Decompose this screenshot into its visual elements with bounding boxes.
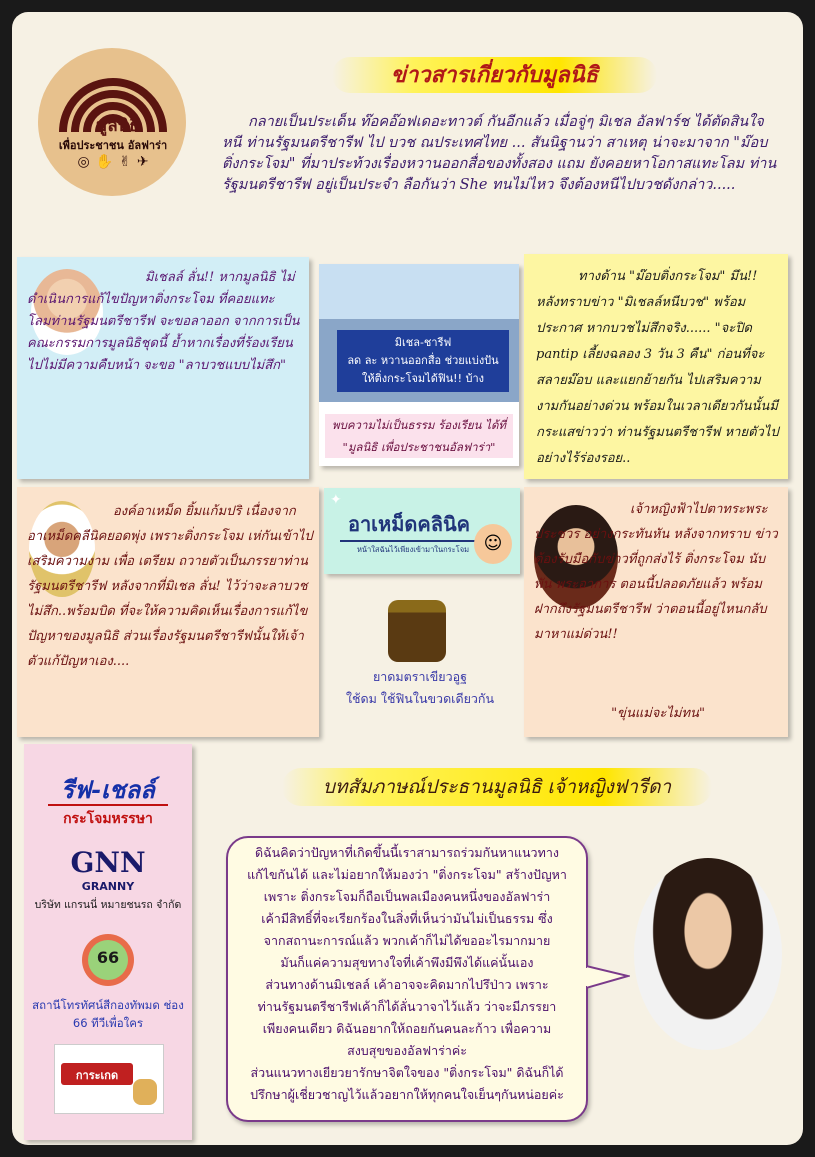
speech-line: สงบสุขของอัลฟาร่าค่ะ [347, 1043, 467, 1058]
speech-line: ท่านรัฐมนตรีชารีฟเค้าก็ได้ลั่นวาจาไว้แล้ว ว่าจะมีภรรยา [257, 999, 557, 1014]
toothpaste-label: การะเกด [75, 1069, 119, 1082]
sponsor-column [24, 744, 192, 1140]
balm-slogan: ใช้ดม ใช้ฟินในขวดเดียวกัน [345, 691, 495, 706]
intro-paragraph: กลายเป็นประเด็น ท๊อคอ๊อฟเดอะทาวต์ กันอีกแล้ว เมื่อจู่ๆ มิเชล อัลฟาร์ช ได้ตัดสินใจหนี ท่านรัฐมนตรีชารีฟ ไป บวช ณประเทศไทย ... สันนิฐานว่า สาเหตุ น่าจะมาจาก "ม๊อบติ่งกระโจม" ที่มาประท้วงเรื่องหวานออกสื่อของทั้งสอง แถม ยังคอยหาโอกาสแทะโลม ท่านรัฐมนตรีชารีฟ อยู่เป็นประจำ ลือกันว่า She ทนไม่ไหว จึงต้องหนีไปบวชดังกล่าว..... [222, 114, 777, 193]
channel-number: 66 [96, 948, 120, 967]
clinic-ad [324, 488, 520, 574]
balm-label: ยาดมตราเขียวอูฐ [372, 669, 468, 684]
speech-line: เค้ามีสิทธิ์ที่จะเรียกร้องในสิ่งที่เห็นว่ามันไม่เป็นธรรม ซึ่ง [261, 911, 553, 926]
foundation-logo [38, 48, 186, 196]
banner-line-1: มิเชล-ชารีฟ [394, 336, 452, 349]
news-box-ahmed [17, 487, 319, 737]
speech-line: มันก็แค่ความสุขทางใจที่เค้าพึงมีพึงได้แค่นั้นเอง [280, 955, 534, 970]
open-hands-icon: ✋ [95, 154, 114, 170]
princess-quote: "ขุ่นแม่จะไม่ทน" [611, 706, 705, 721]
news-box-michelle [17, 257, 309, 479]
ahmed-text: องค์อาเหม็ด ยิ้มแก้มปริ เนื่องจาก อาเหม็ดคลีนิคยอดพุ่ง เพราะติ่งกระโจม เห่กันเข้าไปเสริมความงาม เพื่อ เตรียม ถวายตัวเป็นภรรยาท่านรัฐมนตรีชารีฟ หลังจากที่มิเชล ลั่น! ไว้ว่าจะลาบวชไม่สึก..พร้อมบิด ที่จะให้ความคิดเห็นเรื่องการแก้ไขปัญหาของมูลนิธิ ส่วนเรื่องรัฐมนตรีชารีฟนั้นให้เจ้าตัวแก้ปัญหาเอง.... [27, 504, 313, 669]
speech-bubble-tail [586, 962, 630, 996]
speech-line: ส่วนทางด้านมิเชลล์ เค้าอาจจะคิดมากไปรึป่าว เพราะ [265, 977, 549, 992]
princess-text: เจ้าหญิงฟ้าไปตาทระพระประชวร อย่างกระทันหัน หลังจากทราบ ข่าว ต้องรับมือกับข่าวที่ถูกส่งไร้ ติ่งกระโจม นับพัน พระอาการ ตอนนี้ปลอดภัยแล้ว พร้อมฝากถึงรัฐมนตรีชารีฟ ว่าตอนนี้อยู่ไหนกลับมาหาแม่ด่วน!! [534, 502, 778, 642]
speech-line: ส่วนแนวทางเยียวยารักษาจิตใจของ "ติ่งกระโจม" ดิฉันก็ได้ [250, 1065, 564, 1080]
peace-sign-icon: ✌ [119, 154, 131, 170]
sponsor-brand-1: รีฟ-เชลล์ [61, 775, 155, 804]
banner-line-3: ให้ติ่งกระโจมได้ฟิน!! บ้าง [361, 372, 485, 385]
michelle-text: มิเชลล์ ลั่น!! หากมูลนิธิ ไม่ดำเนินการแก้ไขปัญหาติ่งกระโจม ที่คอยแทะ โลมท่านรัฐมนตรีชารีฟ จะขอลาออก จากการเป็นคณะกรรมการมูลนิธิชุดนี้ ย้ำหากเรื่องที่ร้องเรียน ไปไม่มีความคืบหน้า จะขอ "ลาบวชแบบไม่สึก" [27, 270, 300, 373]
news-box-princess [524, 487, 788, 737]
news-box-mob [524, 254, 788, 479]
speech-line: จากสถานะการณ์แล้ว พวกเค้าก็ไม่ได้ขออะไรมากมาย [263, 933, 551, 948]
clinic-name: อาเหม็ดคลินิค [347, 512, 471, 536]
protest-photo-box [319, 264, 519, 466]
logo-word: มูลนิธิ [96, 116, 140, 136]
protest-banner [337, 330, 509, 392]
mob-text: ทางด้าน "ม๊อบติ่งกระโจม" มึน!! หลังทราบข่าว "มิเชลล์หนีบวช" พร้อมประกาศ หากบวชไม่สึกจริง...... "จะปิด pantip เลี้ยงฉลอง 3 วัน 3 คืน" ก่อนที่จะสลายม๊อบ และแยกย้ายกัน ไปเสริมความงามกันอย่างด่วน พร้อมในเวลาเดียวกันนั้นมีกระแสข่าวว่า ท่านรัฐมนตรีชารีฟ หายตัวไปอย่างไร้ร่องรอย.. [536, 269, 779, 466]
interview-title-banner [282, 768, 712, 806]
chairwoman-photo [634, 858, 782, 1050]
complaint-caption: พบความไม่เป็นธรรม ร้องเรียน ได้ที่ "มูลนิธิ เพื่อประชาชนอัลฟาร่า" [325, 414, 513, 458]
speech-line: เพียงคนเดียว ดิฉันอยากให้ถอยกันคนละก้าว เพื่อความ [262, 1021, 552, 1036]
clinic-slogan: หน้าใสฉันไว้เพียงเข้ามาในกระโจม [340, 540, 486, 556]
logo-subtitle: เพื่อประชาชน อัลฟาร่า [58, 139, 168, 152]
newsletter-page [12, 12, 803, 1145]
speech-line: เพราะ ติ่งกระโจมก็ถือเป็นพลเมืองคนหนึ่งของอัลฟาร่า [263, 889, 551, 904]
sparkle-icon: ✦ [330, 492, 342, 508]
sponsor-brand-1-sub: กระโจมหรรษา [48, 804, 168, 830]
logo-icon-row [60, 154, 166, 170]
sponsor-brand-2: GNN [70, 846, 146, 879]
interview-speech-bubble [226, 836, 588, 1122]
interview-title: บทสัมภาษณ์ประธานมูลนิธิ เจ้าหญิงฟารีดา [322, 776, 672, 798]
speech-line: ดิฉันคิดว่าปัญหาที่เกิดขึ้นนี้เราสามารถร่วมกันหาแนวทาง [255, 845, 559, 860]
channel-text: สถานีโทรทัศน์สีกองทัพมด ช่อง 66 ทีวีเพื่อใคร [32, 998, 184, 1030]
sponsor-company: บริษัท แกรนนี่ หมายชนรถ จำกัด [34, 899, 182, 911]
airplane-icon: ✈ [136, 154, 149, 170]
banner-line-2: ลด ละ หวานออกสื่อ ช่วยแบ่งปัน [347, 354, 499, 367]
toothpaste-ad [54, 1044, 164, 1114]
cartoon-face-icon: ☺ [474, 524, 512, 564]
speech-line: ปรึกษาผู้เชี่ยวชาญไว้แล้วอยากให้ทุกคนใจเย็นๆกันหน่อยค่ะ [250, 1087, 564, 1102]
balm-jar-image [388, 600, 446, 662]
sponsor-brand-2-sub: GRANNY [81, 880, 135, 893]
protest-photo [319, 264, 519, 402]
news-title-banner [332, 57, 657, 93]
target-icon: ◎ [77, 154, 90, 170]
news-title: ข่าวสารเกี่ยวกับมูลนิธิ [390, 62, 599, 88]
channel-logo [82, 934, 134, 986]
speech-line: แก้ไขกันได้ และไม่อยากให้มองว่า "ติ่งกระโจม" สร้างปัญหา [247, 867, 567, 882]
